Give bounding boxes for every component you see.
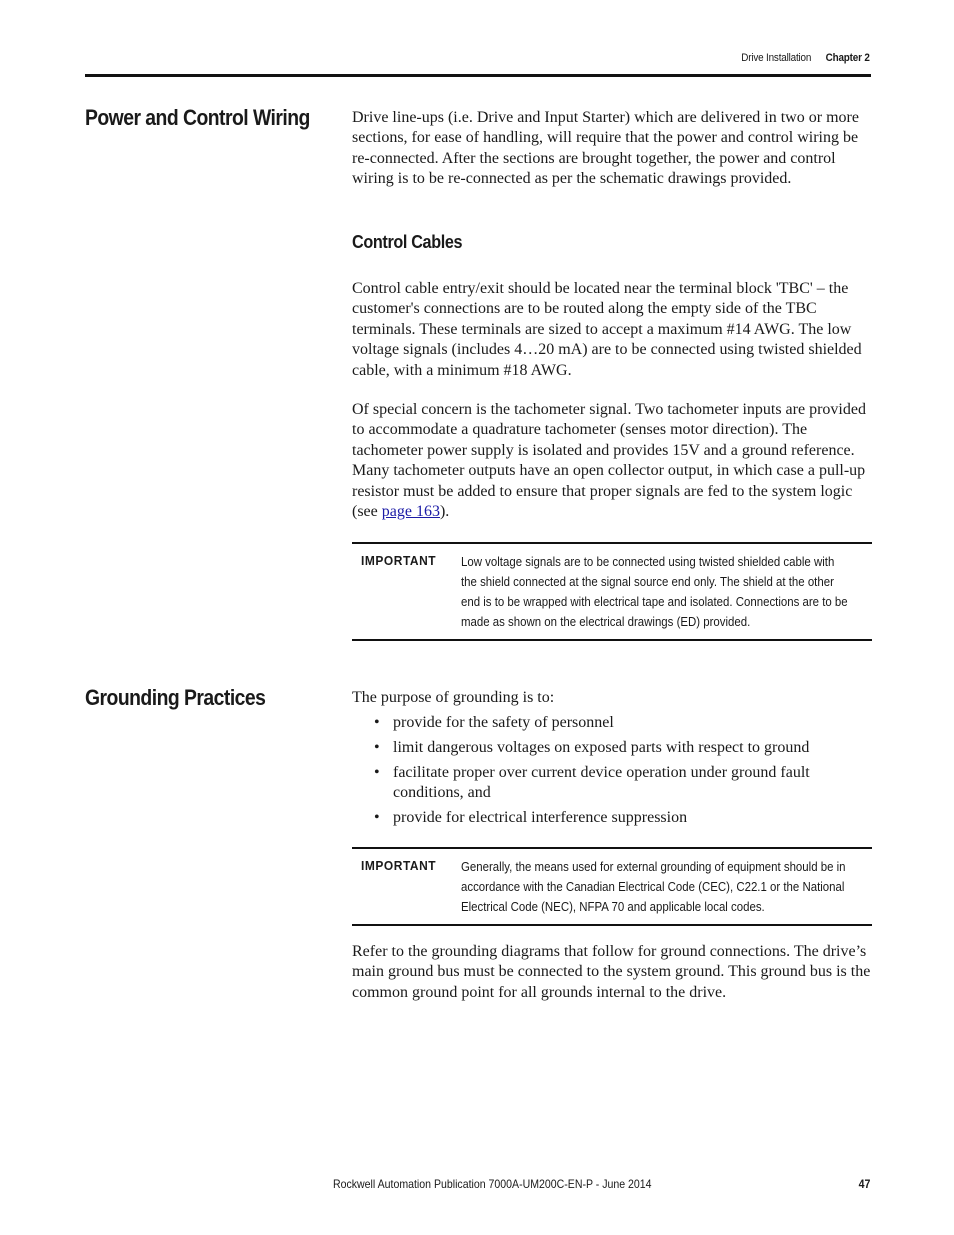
header-rule xyxy=(85,74,871,77)
subsection-title-control-cables: Control Cables xyxy=(352,232,463,252)
important-text: Low voltage signals are to be connected using twisted shielded cable with the shield connected at the signal source end only. The shield at the other end is to be wrapped with electrical tape and isolated. Connections are to be made as shown on the electrical drawings (ED) provided. xyxy=(461,554,848,629)
grounding-closing-paragraph: Refer to the grounding diagrams that follow for ground connections. The drive’s main ground bus must be connected to the system ground. This ground bus is the common ground point for all grounds internal to the drive. xyxy=(352,943,871,1001)
list-item xyxy=(352,763,872,804)
important-label: IMPORTANT xyxy=(361,553,437,568)
list-item-text: limit dangerous voltages on exposed parts with respect to ground xyxy=(393,739,810,756)
list-item-text: provide for electrical interference suppression xyxy=(393,809,688,827)
power-control-intro: Drive line-ups (i.e. Drive and Input Starter) which are delivered in two or more sections, for ease of handling, will require that the power and control wiring be re-connected. After the sections are brought together, the power and control wiring is to be re-connected as per the schematic drawings provided. xyxy=(352,109,859,188)
bullet-icon: • xyxy=(374,809,380,827)
important-note-control-cables xyxy=(352,542,872,641)
footer-publication: Rockwell Automation Publication 7000A-UM200C-EN-P - June 2014 xyxy=(333,1177,652,1191)
grounding-intro: The purpose of grounding is to: xyxy=(352,689,555,706)
running-header xyxy=(742,52,870,64)
important-note-grounding xyxy=(352,847,872,926)
grounding-bullet-list xyxy=(352,713,872,833)
important-label: IMPORTANT xyxy=(361,858,437,873)
paragraph-text: ). xyxy=(439,503,450,521)
page-reference-link[interactable]: page 163 xyxy=(381,503,440,521)
page-number: 47 xyxy=(858,1177,870,1191)
list-item xyxy=(352,738,872,758)
list-item xyxy=(352,713,872,733)
bullet-icon: • xyxy=(374,739,380,756)
section-title-grounding-practices: Grounding Practices xyxy=(85,685,266,710)
important-text: Generally, the means used for external grounding of equipment should be in accordance with the Canadian Electrical Code (CEC), C22.1 or the National Electrical Code (NEC), NFPA 70 and applicable local codes. xyxy=(461,859,846,914)
paragraph-text: Of special concern is the tachometer signal. Two tachometer inputs are provided to accommodate a quadrature tachometer (senses motor direction). The tachometer power supply is isolated and provides 15V and a ground reference. Many tachometer outputs have an open collector output, in which case a pull-up resistor must be added to ensure that proper signals are fed to the system logic (see xyxy=(352,401,866,521)
section-title-power-control-wiring: Power and Control Wiring xyxy=(85,105,310,130)
control-cables-paragraph-2 xyxy=(352,400,872,522)
header-section-name: Drive Installation xyxy=(741,52,812,64)
list-item-text: provide for the safety of personnel xyxy=(393,714,614,731)
list-item-text: facilitate proper over current device operation under ground fault conditions, and xyxy=(393,764,810,802)
bullet-icon: • xyxy=(374,714,380,731)
control-cables-paragraph-1: Control cable entry/exit should be located near the terminal block 'TBC' – the customer's connections are to be routed along the empty side of the TBC terminals. These terminals are sized to accept a maximum #14 AWG. The low voltage signals (includes 4…20 mA) are to be connected using twisted shielded cable, with a minimum #18 AWG. xyxy=(352,280,862,379)
bullet-icon: • xyxy=(374,764,380,781)
header-chapter: Chapter 2 xyxy=(825,52,870,64)
list-item xyxy=(352,808,872,828)
